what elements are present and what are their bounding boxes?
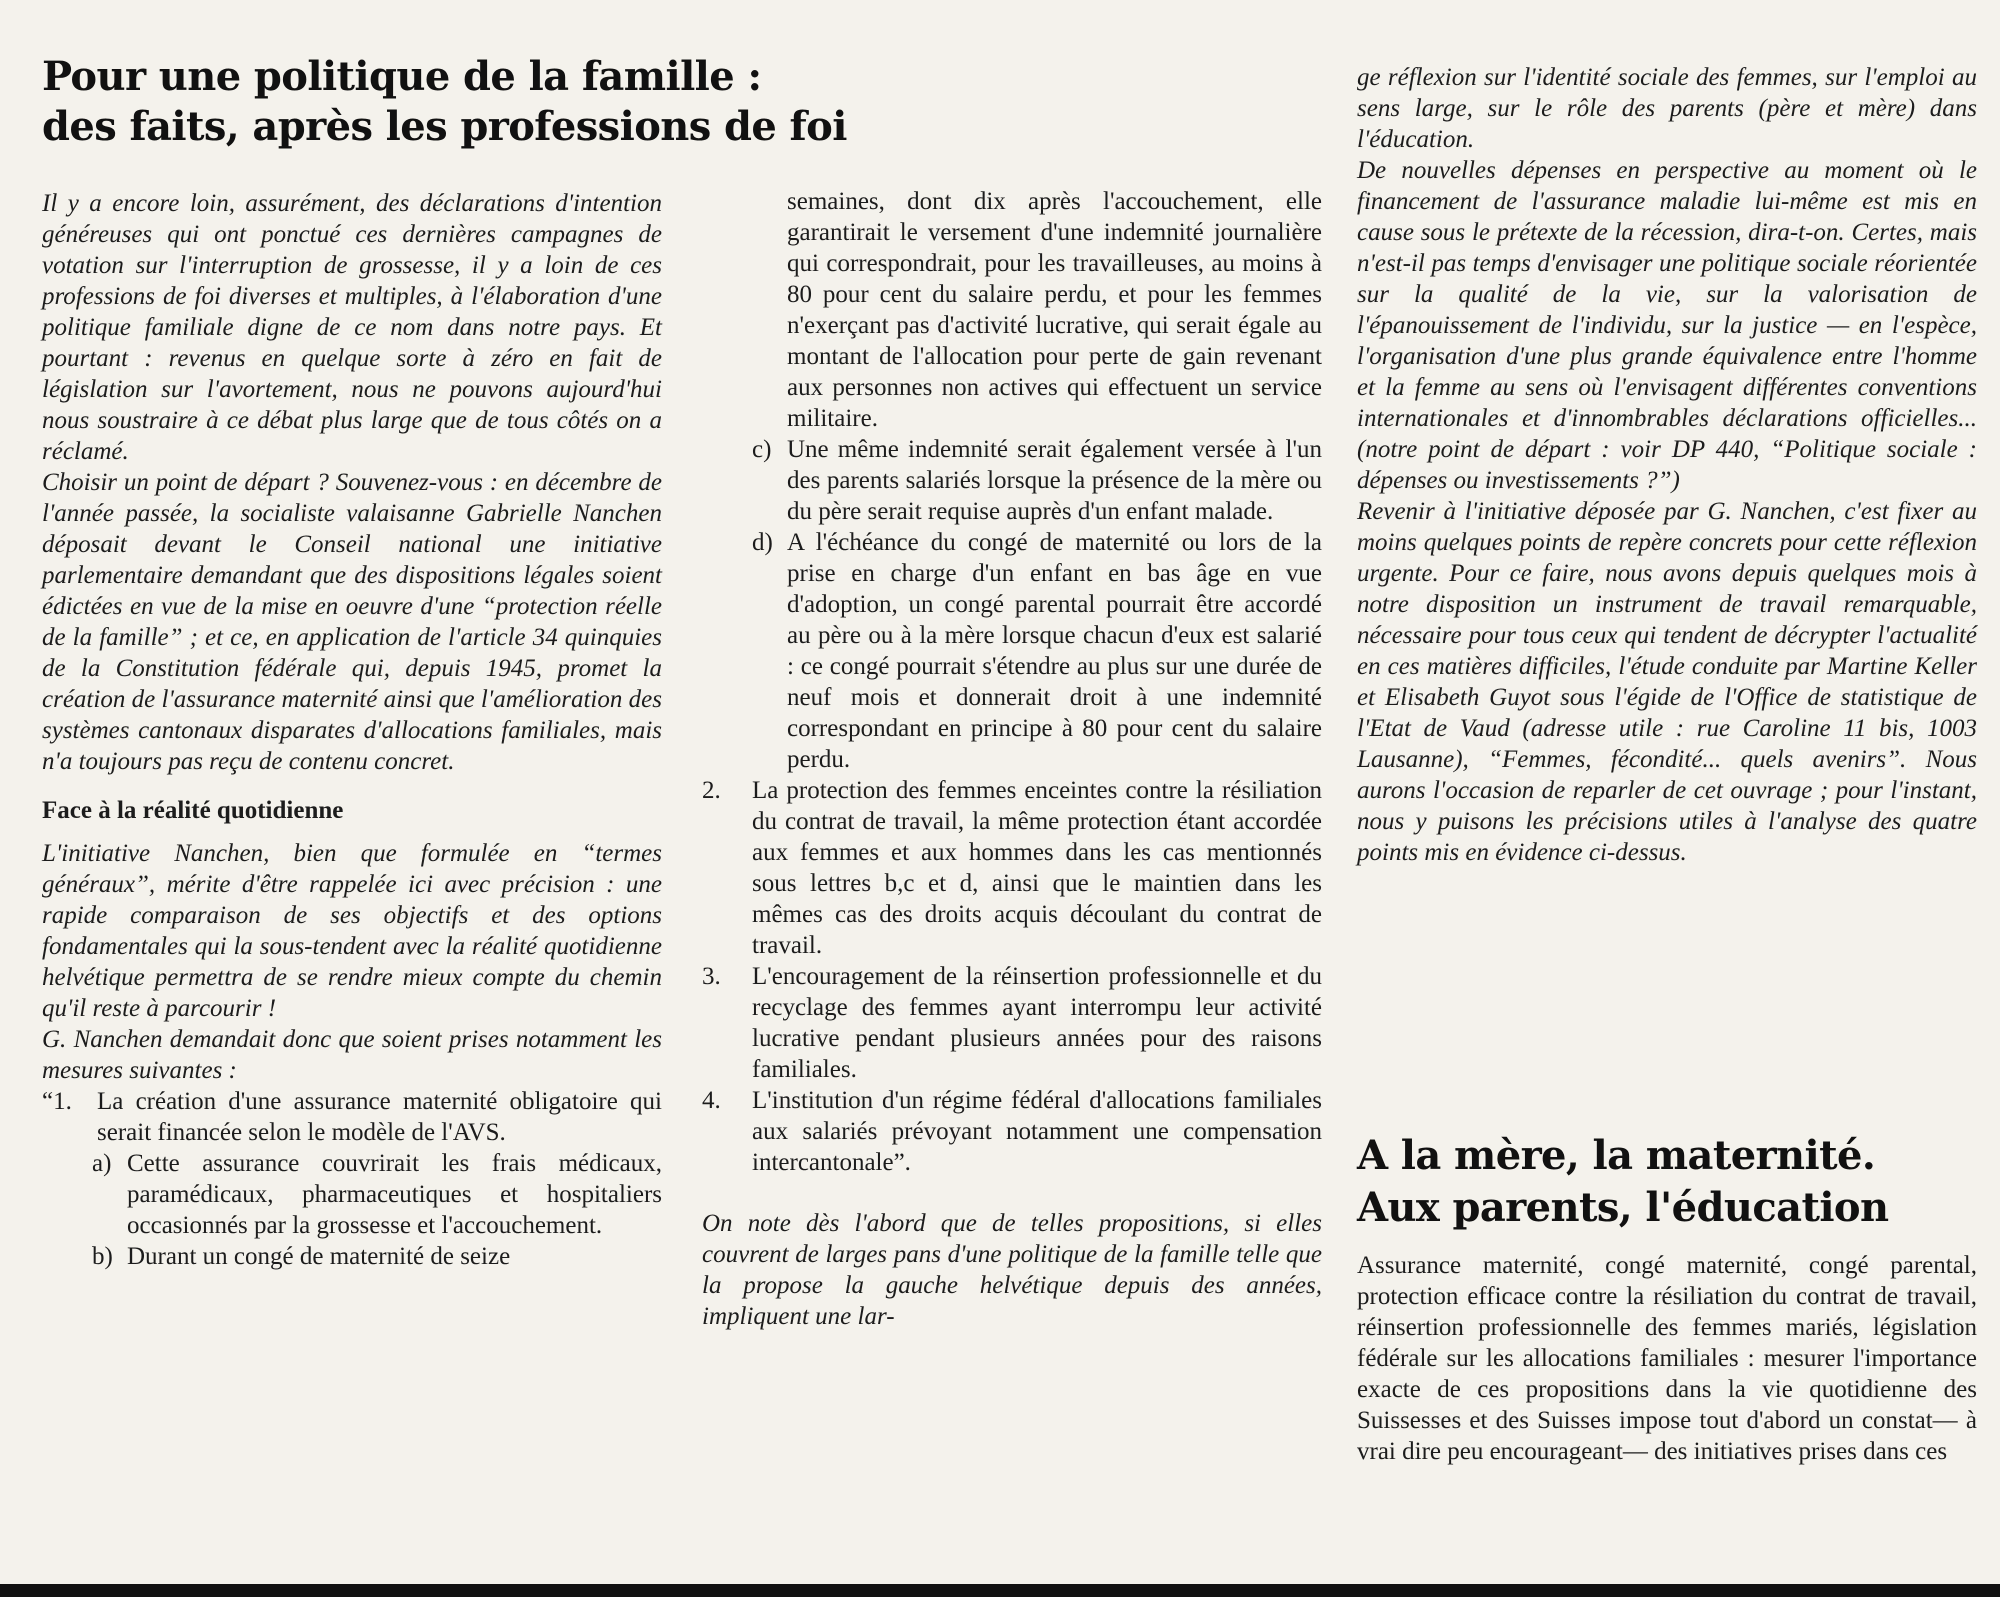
closing-paragraph: On note dès l'abord que de telles propositions, si elles couvrent de larges pans d'une politique de la famille telle que la propose la gauche helvétique depuis des années, impliquent une lar- — [702, 1210, 1322, 1330]
bottom-edge-band — [0, 1584, 2000, 1597]
list-item-1a-text: Cette assurance couvrirait les frais médicaux, paramédicaux, pharmaceutiques et hospitaliers occasionnés par la grossesse et l'accouchement. — [127, 1150, 662, 1239]
headline-line-1: Pour une politique de la famille : — [42, 53, 762, 100]
list-item-1c — [702, 434, 1322, 527]
column-1 — [42, 0, 662, 1272]
list-item-1a — [42, 1148, 662, 1241]
list-item-1b-continued-text: semaines, dont dix après l'accouchement, elle garantirait le versement d'une indemnité journalière qui correspondrait, pour les travailleuses, au moins à 80 pour cent du salaire perdu, et pour les femmes n'exerçant pas d'activité lucrative, qui serait égale au montant de l'allocation pour perte de gain revenant aux personnes non actives qui effectuent un service militaire. — [787, 188, 1322, 432]
paragraph-4: G. Nanchen demandait donc que soient prises notamment les mesures suivantes : — [42, 1026, 662, 1084]
second-article-headline — [1357, 1130, 1977, 1234]
list-item-1d-letter: d) — [752, 529, 773, 556]
list-item-3-text: L'encouragement de la réinsertion professionnelle et du recyclage des femmes ayant interrompu leur activité lucrative pendant plusieurs années pour des raisons familiales. — [752, 963, 1322, 1083]
col3-paragraph-3: Revenir à l'initiative déposée par G. Nanchen, c'est fixer au moins quelques points de repère concrets pour cette réflexion urgente. Pour ce faire, nous avons depuis quelques mois à notre disposition un instrument de travail remarquable, nécessaire pour tous ceux qui tendent de décrypter l'actualité en ces matières difficiles, l'étude conduite par Martine Keller et Elisabeth Guyot sous l'égide de l'Office de statistique de l'Etat de Vaud (adresse utile : rue Caroline 11 bis, 1003 Lausanne), “Femmes, fécondité... quels avenirs”. Nous aurons l'occasion de reparler de cet ouvrage ; pour l'instant, nous y puisons les précisions utiles à l'analyse des quatre points mis en évidence ci-dessus. — [1357, 498, 1977, 866]
column-3 — [1357, 0, 1977, 868]
list-item-1c-letter: c) — [752, 436, 772, 463]
list-item-1a-letter: a) — [92, 1150, 112, 1177]
headline-line-2: des faits, après les professions de foi — [42, 103, 847, 150]
list-item-1-text: La création d'une assurance maternité obligatoire qui serait financée selon le modèle de l'AVS. — [97, 1088, 662, 1146]
list-item-4-text: L'institution d'un régime fédéral d'allocations familiales aux salariés prévoyant notamment une compensation intercantonale”. — [752, 1087, 1322, 1176]
second-headline-line-1: A la mère, la maternité. — [1357, 1132, 1876, 1179]
second-article-body — [1357, 1250, 1977, 1467]
list-item-2 — [702, 775, 1322, 961]
paragraph-3: L'initiative Nanchen, bien que formulée en “termes généraux”, mérite d'être rappelée ici avec précision : une rapide comparaison de ses objectifs et des options fondamentales qui la sous-tendent avec la réalité quotidienne helvétique permettra de se rendre mieux compte du chemin qu'il reste à parcourir ! — [42, 840, 662, 1022]
second-article-paragraph-1: Assurance maternité, congé maternité, congé parental, protection efficace contre la résiliation du contrat de travail, réinsertion professionnelle des femmes mariés, législation fédérale sur les allocations familiales : mesurer l'importance exacte de ces propositions dans la vie quotidienne des Suissesses et des Suisses impose tout d'abord un constat— à vrai dire peu encourageant— des initiatives prises dans ces — [1357, 1252, 1977, 1465]
list-item-1b-continued — [702, 186, 1322, 434]
list-item-4-number: 4. — [702, 1087, 721, 1114]
list-item-1-number: “1. — [42, 1088, 72, 1115]
list-item-3-number: 3. — [702, 963, 721, 990]
list-item-1d-text: A l'échéance du congé de maternité ou lors de la prise en charge d'un enfant en bas âge en vue d'adoption, un congé parental pourrait être accordé au père ou à la mère lorsque chacun d'eux est salarié : ce congé pourrait s'étendre au plus sur une durée de neuf mois et donnerait droit à une indemnité correspondant en principe à 80 pour cent du salaire perdu. — [787, 529, 1322, 773]
intro-paragraph-1: Il y a encore loin, assurément, des déclarations d'intention généreuses qui ont ponctué ces dernières campagnes de votation sur l'interruption de grossesse, il y a loin de ces professions de foi diverses et multiples, à l'élaboration d'une politique familiale digne de ce nom dans notre pays. Et pourtant : revenus en quelque sorte à zéro en fait de législation sur l'avortement, nous ne pouvons aujourd'hui nous soustraire à ce débat plus large que de tous côtés on a réclamé. — [42, 190, 662, 465]
col3-paragraph-1: ge réflexion sur l'identité sociale des femmes, sur l'emploi au sens large, sur le rôle des parents (père et mère) dans l'éducation. — [1357, 64, 1977, 153]
list-item-1b-letter: b) — [92, 1243, 113, 1270]
list-item-1d — [702, 527, 1322, 775]
intro-paragraph-2: Choisir un point de départ ? Souvenez-vous : en décembre de l'année passée, la socialiste valaisanne Gabrielle Nanchen déposait devant le Conseil national une initiative parlementaire demandant que des dispositions légales soient édictées en vue de la mise en oeuvre d'une “protection réelle de la famille” ; et ce, en application de l'article 34 quinquies de la Constitution fédérale qui, depuis 1945, promet la création de l'assurance maternité ainsi que l'amélioration des systèmes cantonaux disparates d'allocations familiales, mais n'a toujours pas reçu de contenu concret. — [42, 469, 662, 775]
list-item-1 — [42, 1086, 662, 1148]
section-subheading: Face à la réalité quotidienne — [42, 797, 344, 824]
list-item-2-text: La protection des femmes enceintes contre la résiliation du contrat de travail, la même protection étant accordée aux femmes et aux hommes dans les cas mentionnés sous lettres b,c et d, ainsi que le maintien dans les mêmes cas des droits acquis découlant du contrat de travail. — [752, 777, 1322, 959]
list-item-1b — [42, 1241, 662, 1272]
col3-paragraph-2: De nouvelles dépenses en perspective au moment où le financement de l'assurance maladie lui-même est mis en cause sous le prétexte de la récession, dira-t-on. Certes, mais n'est-il pas temps d'envisager une politique sociale réorientée sur la qualité de la vie, sur la valorisation de l'épanouissement de l'individu, sur la justice — en l'espèce, l'organisation d'une plus grande équivalence entre l'homme et la femme au sens où l'envisagent différentes conventions internationales et d'innombrables déclarations officielles... (notre point de départ : voir DP 440, “Politique sociale : dépenses ou investissements ?”) — [1357, 157, 1977, 494]
list-item-1c-text: Une même indemnité serait également versée à l'un des parents salariés lorsque la présence de la mère ou du père serait requise auprès d'un enfant malade. — [787, 436, 1322, 525]
list-item-4 — [702, 1085, 1322, 1178]
list-item-1b-text: Durant un congé de maternité de seize — [127, 1243, 511, 1270]
second-headline-line-2: Aux parents, l'éducation — [1357, 1184, 1889, 1231]
list-item-2-number: 2. — [702, 777, 721, 804]
column-2 — [702, 0, 1322, 1332]
list-item-3 — [702, 961, 1322, 1085]
